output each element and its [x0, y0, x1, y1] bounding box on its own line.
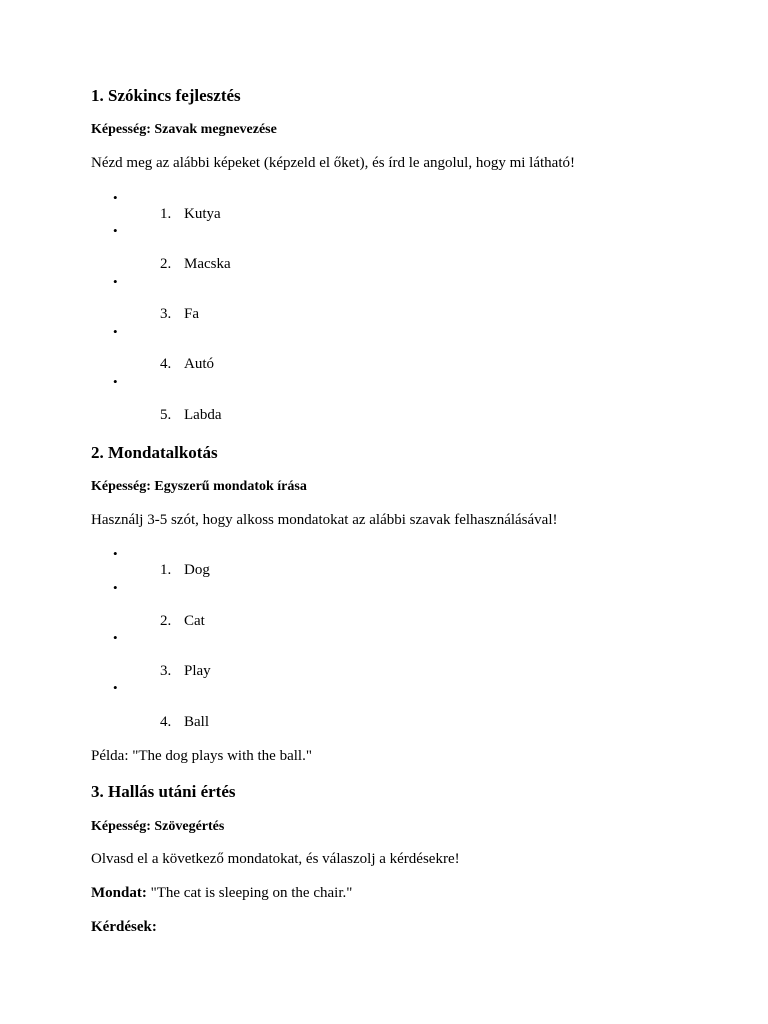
- section-2-example: Példa: "The dog plays with the ball.": [91, 748, 312, 764]
- section-3-questions: [91, 919, 157, 936]
- section-3-sentence: [91, 885, 352, 902]
- list-item: Ball: [184, 714, 209, 730]
- list-item-number: 5.: [160, 407, 172, 423]
- bullet-icon: •: [113, 580, 118, 595]
- list-item-number: 4.: [160, 714, 172, 730]
- section-2-skill: Képesség: Egyszerű mondatok írása: [91, 479, 307, 494]
- list-item-number: 1.: [160, 562, 172, 578]
- list-item: Cat: [184, 613, 205, 629]
- list-item: Play: [184, 663, 211, 679]
- bullet-icon: •: [113, 223, 118, 238]
- section-2-instruction: Használj 3-5 szót, hogy alkoss mondatokat az alábbi szavak felhasználásával!: [91, 512, 558, 528]
- section-3-instruction: Olvasd el a következő mondatokat, és válaszolj a kérdésekre!: [91, 851, 460, 867]
- section-2-heading: 2. Mondatalkotás: [91, 443, 218, 462]
- list-item-number: 3.: [160, 663, 172, 679]
- list-item: Kutya: [184, 206, 221, 222]
- section-3-skill: Képesség: Szövegértés: [91, 819, 225, 834]
- bullet-icon: •: [113, 374, 118, 389]
- section-3-heading: 3. Hallás utáni értés: [91, 782, 236, 801]
- section-1-skill: Képesség: Szavak megnevezése: [91, 122, 277, 137]
- section-1-instruction: Nézd meg az alábbi képeket (képzeld el őket), és írd le angolul, hogy mi látható!: [91, 155, 575, 171]
- questions-label: Kérdések:: [91, 919, 157, 935]
- list-item: Fa: [184, 306, 199, 322]
- section-1-heading: 1. Szókincs fejlesztés: [91, 86, 241, 105]
- sentence-text: "The cat is sleeping on the chair.": [150, 885, 353, 901]
- list-item-number: 1.: [160, 206, 172, 222]
- list-item-number: 2.: [160, 613, 172, 629]
- list-item: Dog: [184, 562, 210, 578]
- list-item-number: 2.: [160, 256, 172, 272]
- list-item-number: 3.: [160, 306, 172, 322]
- bullet-icon: •: [113, 680, 118, 695]
- bullet-icon: •: [113, 546, 118, 561]
- list-item: Autó: [184, 356, 214, 372]
- bullet-icon: •: [113, 274, 118, 289]
- list-item: Labda: [184, 407, 222, 423]
- bullet-icon: •: [113, 324, 118, 339]
- sentence-label: Mondat:: [91, 885, 147, 901]
- bullet-icon: •: [113, 630, 118, 645]
- bullet-icon: •: [113, 190, 118, 205]
- list-item: Macska: [184, 256, 231, 272]
- list-item-number: 4.: [160, 356, 172, 372]
